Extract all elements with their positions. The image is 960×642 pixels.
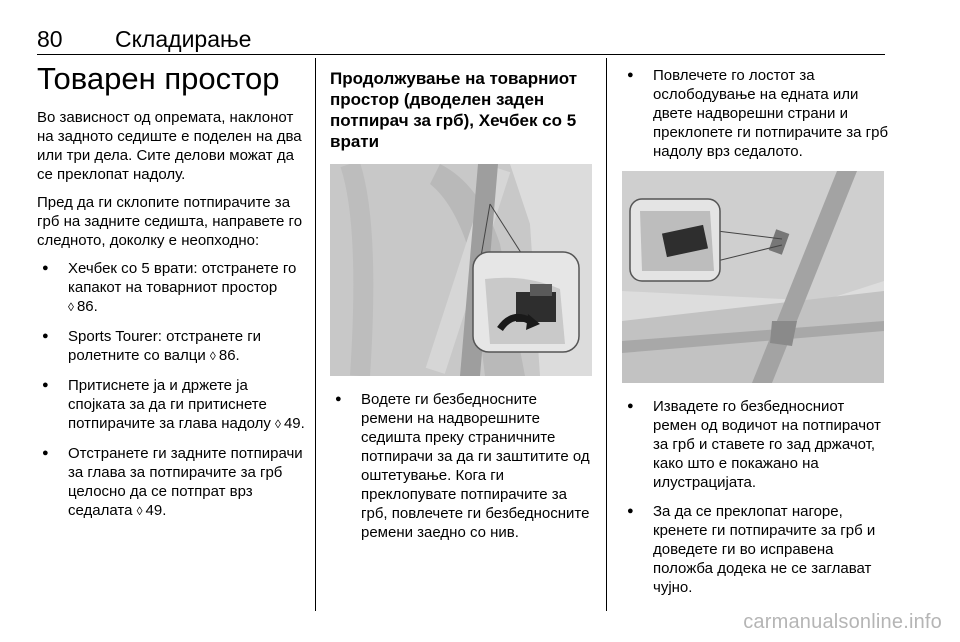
instruction-list (622, 66, 890, 161)
seatbelt-holder-illustration (622, 171, 884, 383)
page-reference[interactable]: ◊ 49. (275, 415, 305, 432)
instruction-paragraph: Пред да ги склопите потпирачите за грб на задните седишта, направете го следното, доколку е неопходно: (37, 194, 303, 249)
list-item: ● Водете ги безбедносните ремени на надворешните седишта преку страничните потпирачи за да ги заштитите од оштетување. Кога ги преклопувате потпирачите за грб, повлечете ги безбедносните ремени заедно со нив. (330, 390, 592, 542)
list-item: ● Отстранете ги задните потпирачи за глава за потпирачите за грб целосно да се потпрат врз седалата ◊ 49. (37, 444, 305, 521)
subsection-title: Продолжување на товарниот простор (дводелен заден потпирач за грб), Хечбек со 5 врати (330, 69, 578, 151)
seatbelt-holder-drawing (622, 171, 884, 383)
list-item: ● Притиснете ја и држете ја спојката за да ги притиснете потпирачите за глава надолу ◊ 49. (37, 376, 305, 434)
instruction-list (622, 397, 890, 597)
instruction-list (330, 390, 592, 542)
intro-paragraph: Во зависност од опремата, наклонот на задното седиште е поделен на два или три дела. Сите делови можат да се преклопат надолу. (37, 109, 302, 183)
preparation-list (37, 259, 305, 521)
column-3 (622, 58, 890, 607)
reference-arrow-icon: ◊ (275, 417, 281, 431)
running-title: Складирање (115, 26, 252, 52)
column-2 (330, 58, 592, 552)
seatbelt-guide-illustration (330, 164, 592, 376)
reference-arrow-icon: ◊ (209, 349, 216, 363)
reference-arrow-icon: ◊ (68, 300, 74, 314)
page-number: 80 (37, 26, 63, 52)
seatbelt-guide-drawing (330, 164, 592, 376)
list-item: ● Хечбек со 5 врати: отстранете го капакот на товарниот простор ◊ 86. (37, 259, 305, 317)
page-reference[interactable]: ◊ 49. (136, 502, 167, 519)
list-item: ● Sports Tourer: отстранете ги ролетните со валци ◊ 86. (37, 327, 305, 366)
page-reference[interactable]: ◊ 86. (209, 347, 240, 364)
list-item: ● Извадете го безбедносниот ремен од водичот на потпирачот за грб и ставете го зад држачот, како што е покажано на илустрацијата. (622, 397, 890, 492)
list-item: ● Повлечете го лостот за ослободување на едната или двете надворешни страни и преклопете ги потпирачите за грб надолу врз седалото. (622, 66, 890, 161)
column-divider (606, 58, 607, 611)
watermark: carmanualsonline.info (743, 611, 942, 633)
column-1 (37, 58, 305, 531)
section-title: Товарен простор (37, 61, 280, 96)
page-header (37, 26, 885, 55)
list-item: ● За да се преклопат нагоре, кренете ги потпирачите за грб и доведете ги во исправена положба додека не се заглават чујно. (622, 502, 890, 597)
column-divider (315, 58, 316, 611)
reference-arrow-icon: ◊ (136, 504, 143, 518)
page-reference[interactable]: ◊ 86. (68, 298, 98, 315)
